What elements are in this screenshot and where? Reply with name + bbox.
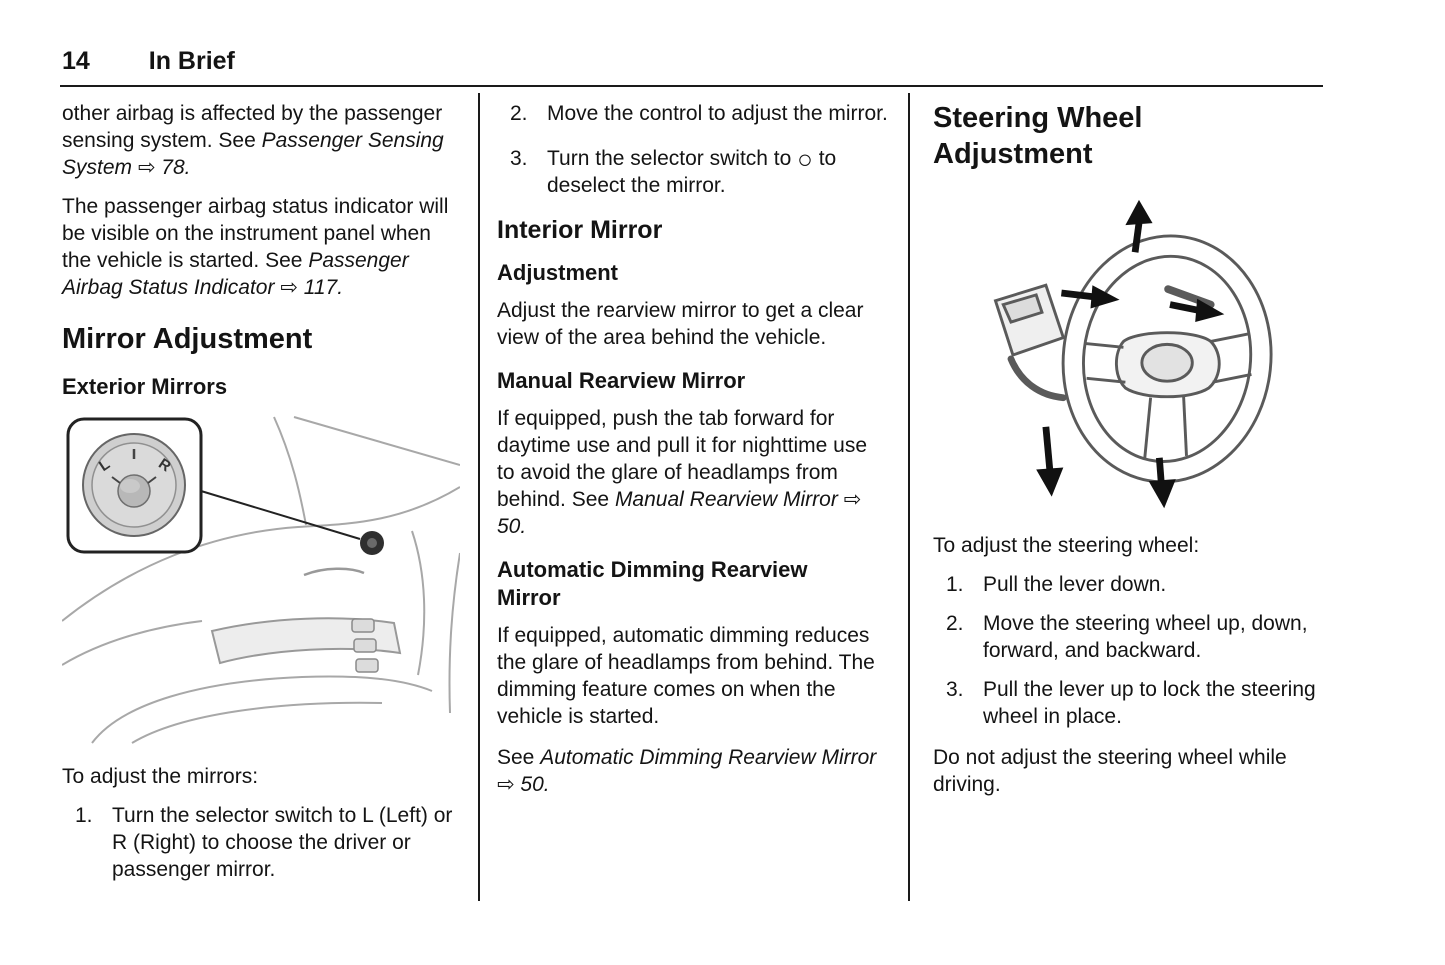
deselect-circle-symbol: ○ [797, 144, 813, 174]
paragraph-manual-rearview [497, 405, 889, 540]
list-item [933, 610, 1325, 664]
list-item [933, 676, 1325, 730]
list-text: Pull the lever up to lock the steering wheel in place. [983, 678, 1316, 728]
column-left [62, 100, 463, 883]
cross-reference: Automatic Dimming Rearview Mirror ⇨ 50. [497, 746, 877, 796]
heading-interior-mirror: Interior Mirror [497, 216, 663, 244]
column-divider-left [478, 93, 480, 901]
paragraph-see-auto-dimming [497, 744, 889, 798]
intro-adjust-steering: To adjust the steering wheel: [933, 534, 1200, 557]
list-item [933, 571, 1325, 598]
cross-reference: Manual Rearview Mirror ⇨ 50. [497, 488, 862, 538]
list-number: 1. [946, 573, 964, 596]
subheading-auto-dimming: Automatic Dimming Rearview Mirror [497, 557, 808, 610]
paragraph-auto-dimming: If equipped, automatic dimming reduces the glare of headlamps from behind. The dimming feature comes on when the vehicle is started. [497, 624, 875, 728]
list-text-pre: Turn the selector switch to [547, 147, 798, 170]
cross-reference: Passenger Sensing System ⇨ 78. [62, 129, 444, 179]
knob-label-right: R [155, 455, 174, 476]
list-text: Pull the lever down. [983, 573, 1167, 596]
paragraph-text: The passenger airbag status indicator will be visible on the instrument panel when the vehicle is started. See [62, 195, 449, 272]
chapter-title: In Brief [148, 47, 235, 75]
column-right [933, 100, 1325, 798]
paragraph-text: See [497, 746, 541, 769]
list-text: Move the control to adjust the mirror. [547, 102, 888, 125]
list-number: 2. [510, 102, 528, 125]
subheading-exterior-mirrors: Exterior Mirrors [62, 374, 228, 399]
list-item [62, 802, 463, 883]
list-item [497, 100, 889, 127]
paragraph-text: If equipped, push the tab forward for daytime use and pull it for nighttime use to avoid the glare of headlamps from behind. See [497, 407, 868, 511]
list-number: 1. [75, 804, 93, 827]
heading-mirror-adjustment: Mirror Adjustment [62, 323, 313, 355]
exterior-mirror-illustration [62, 413, 460, 745]
paragraph-airbag-affected [62, 100, 463, 181]
column-divider-right [908, 93, 910, 901]
paragraph-text: other airbag is affected by the passenger sensing system. See [62, 102, 443, 152]
heading-steering-wheel-adjustment: Steering Wheel Adjustment [933, 102, 1143, 170]
column-middle [497, 100, 889, 798]
list-number: 3. [946, 678, 964, 701]
warning-do-not-adjust: Do not adjust the steering wheel while driving. [933, 746, 1287, 796]
knob-label-left: L [95, 455, 114, 475]
steering-wheel-illustration [978, 196, 1298, 516]
paragraph-adjust-rearview: Adjust the rearview mirror to get a clear view of the area behind the vehicle. [497, 299, 864, 349]
list-number: 2. [946, 612, 964, 635]
page-header [62, 46, 235, 76]
header-rule [60, 85, 1323, 87]
list-item [497, 145, 889, 199]
cross-reference: Passenger Airbag Status Indicator ⇨ 117. [62, 249, 409, 299]
exterior-mirror-figure [62, 413, 463, 745]
subheading-manual-rearview: Manual Rearview Mirror [497, 368, 746, 393]
list-number: 3. [510, 147, 528, 170]
list-text [547, 145, 889, 199]
subheading-adjustment: Adjustment [497, 260, 618, 285]
list-text: Move the steering wheel up, down, forward, and backward. [983, 612, 1308, 662]
steering-wheel-figure [978, 196, 1325, 516]
intro-adjust-mirrors: To adjust the mirrors: [62, 765, 259, 788]
paragraph-airbag-status [62, 193, 463, 301]
list-text-post: to deselect the mirror. [547, 147, 837, 197]
list-text: Turn the selector switch to L (Left) or R (Right) to choose the driver or passenger mirror. [112, 804, 453, 881]
page-number: 14 [62, 47, 90, 75]
